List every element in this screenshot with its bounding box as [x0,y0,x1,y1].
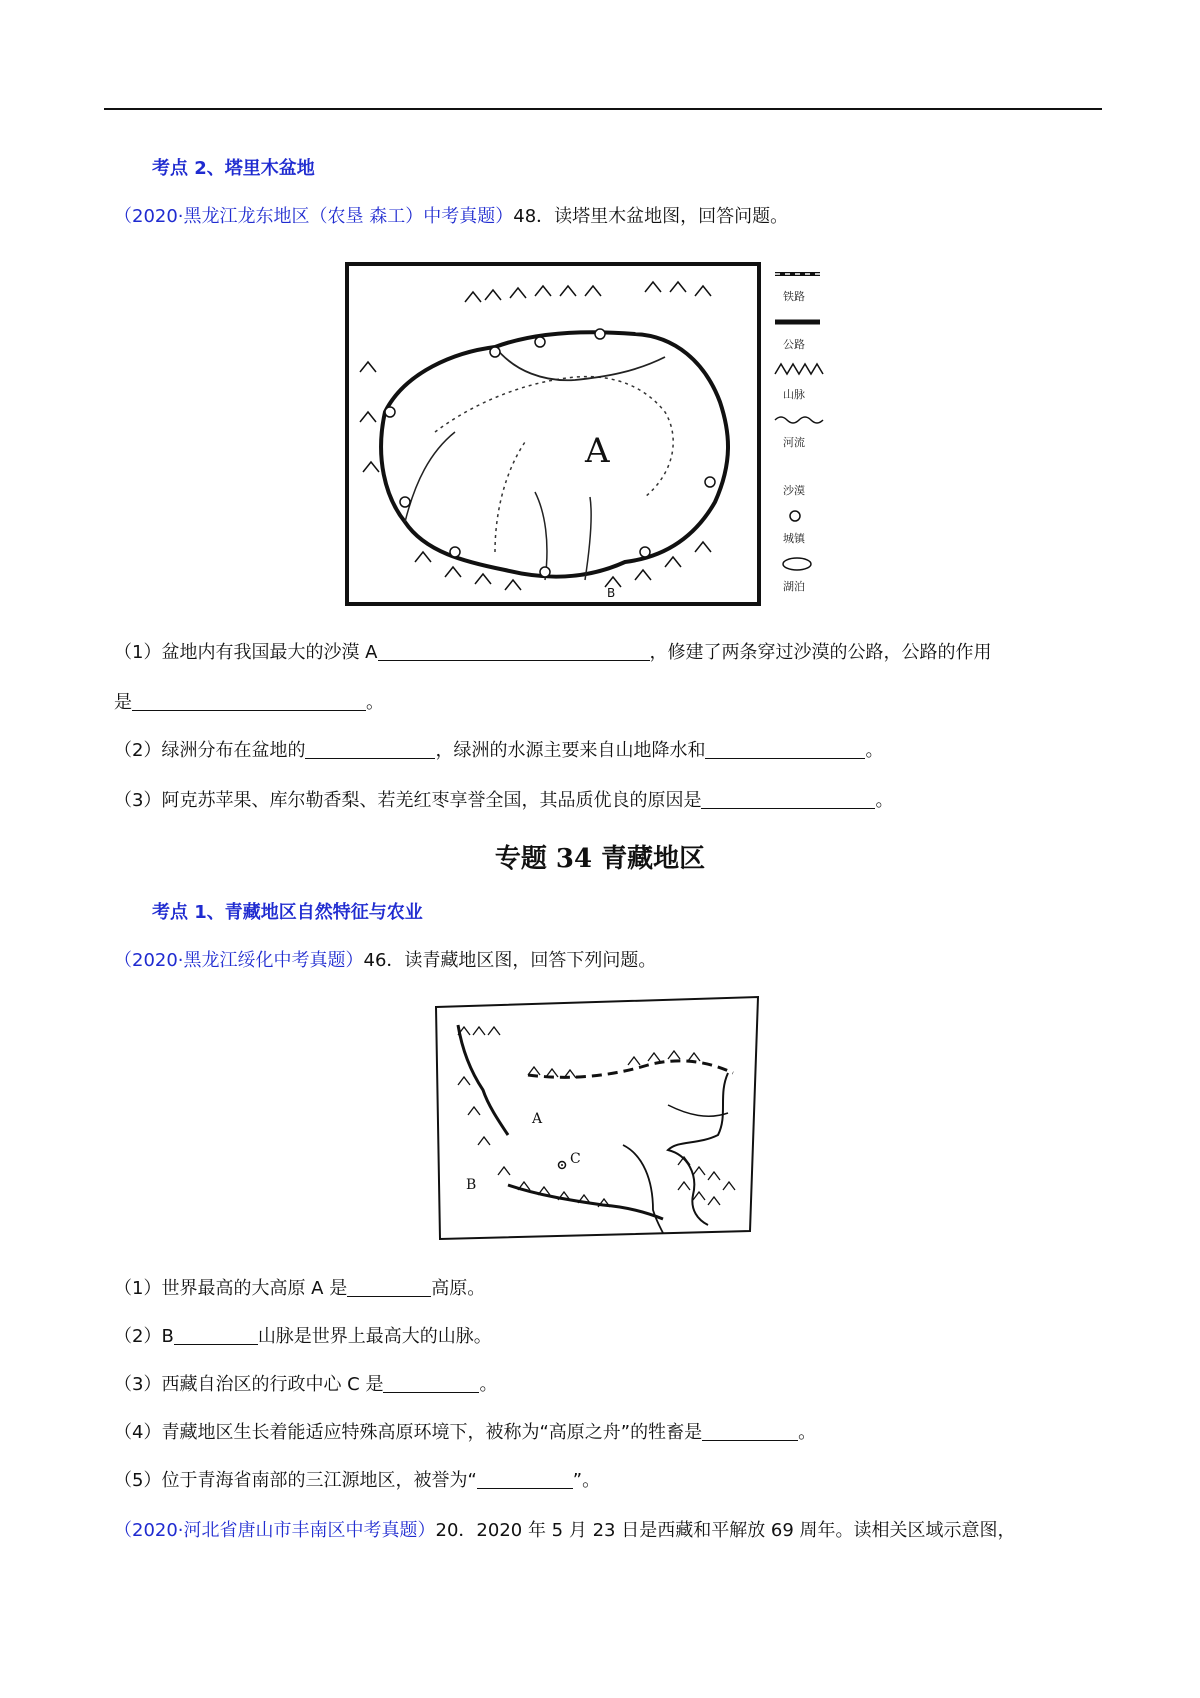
q3-text-a: （3）阿克苏苹果、库尔勒香梨、若羌红枣享誉全国，其品质优良的原因是 [114,790,702,811]
s2-q2-line [114,1324,492,1350]
s2-q3-text-a: （3）西藏自治区的行政中心 C 是 [114,1374,384,1395]
source-tag-2: （2020·黑龙江绥化中考真题） [114,950,364,971]
q3-line [114,788,893,814]
question-20 [114,1518,1016,1544]
s2-q1-blank[interactable] [347,1278,431,1297]
s2-q4-line [114,1420,816,1446]
top-rule [104,108,1102,110]
section-heading-qingzang: 考点 1、青藏地区自然特征与农业 [152,902,423,923]
s2-q5-blank[interactable] [477,1470,573,1489]
q2-blank-2[interactable] [705,740,865,759]
question-text-3: 20．2020 年 5 月 23 日是西藏和平解放 69 周年。读相关区域示意图， [435,1520,1016,1541]
q1-blank-1[interactable] [378,642,650,661]
qingzang-map [428,995,762,1245]
topic-title: 专题 34 青藏地区 [494,844,706,874]
legend-mountain: 山脉 [783,388,805,401]
source-tag: （2020·黑龙江龙东地区（农垦 森工）中考真题） [114,206,514,227]
q1-text-d: 。 [366,692,384,713]
legend-town: 城镇 [783,532,805,545]
legend-river: 河流 [783,436,805,449]
s2-q5-text-b: ”。 [572,1470,601,1491]
q1-line-1 [114,640,992,666]
legend-desert: 沙漠 [783,484,805,497]
q2-line [114,738,883,764]
q1-line-2 [114,690,384,716]
source-tag-3: （2020·河北省唐山市丰南区中考真题） [114,1520,436,1541]
q1-text-a: （1）盆地内有我国最大的沙漠 A [114,642,378,663]
q2-text-a: （2）绿洲分布在盆地的 [114,740,306,761]
q3-blank[interactable] [701,790,875,809]
q1-blank-2[interactable] [132,692,366,711]
section-heading-tarim: 考点 2、塔里木盆地 [152,158,315,179]
s2-q4-blank[interactable] [702,1422,798,1441]
s2-q5-text-a: （5）位于青海省南部的三江源地区，被誉为“ [114,1470,477,1491]
q2-blank-1[interactable] [305,740,435,759]
s2-q2-blank[interactable] [174,1326,258,1345]
tarim-basin-map [345,262,835,610]
s2-q4-text-a: （4）青藏地区生长着能适应特殊高原环境下，被称为“高原之舟”的牲畜是 [114,1422,703,1443]
q2-text-b: ，绿洲的水源主要来自山地降水和 [435,740,706,761]
legend-lake: 湖泊 [783,580,805,593]
question-46 [114,948,656,974]
question-text: 48．读塔里木盆地图，回答问题。 [513,206,789,227]
s2-q1-line [114,1276,485,1302]
legend-highway: 公路 [783,338,805,351]
legend-railway: 铁路 [783,290,805,303]
map2-label-c: C [570,1151,581,1167]
map-label-a: A [585,431,610,471]
map2-label-a: A [532,1111,543,1127]
s2-q1-text-b: 高原。 [431,1278,486,1299]
q1-text-c: 是 [114,692,132,713]
map-label-b: B [607,586,616,600]
q3-text-b: 。 [875,790,894,811]
q1-text-b: ，修建了两条穿过沙漠的公路，公路的作用 [649,642,992,663]
s2-q2-text-b: 山脉是世界上最高大的山脉。 [257,1326,492,1347]
s2-q5-line [114,1468,600,1494]
map2-label-b: B [466,1177,477,1193]
s2-q3-line [114,1372,497,1398]
s2-q3-text-b: 。 [479,1374,498,1395]
q2-text-c: 。 [865,740,884,761]
question-48 [114,204,788,230]
question-text-2: 46．读青藏地区图，回答下列问题。 [363,950,657,971]
s2-q1-text-a: （1）世界最高的大高原 A 是 [114,1278,348,1299]
s2-q4-text-b: 。 [798,1422,817,1443]
s2-q2-text-a: （2）B [114,1326,174,1347]
s2-q3-blank[interactable] [383,1374,479,1393]
